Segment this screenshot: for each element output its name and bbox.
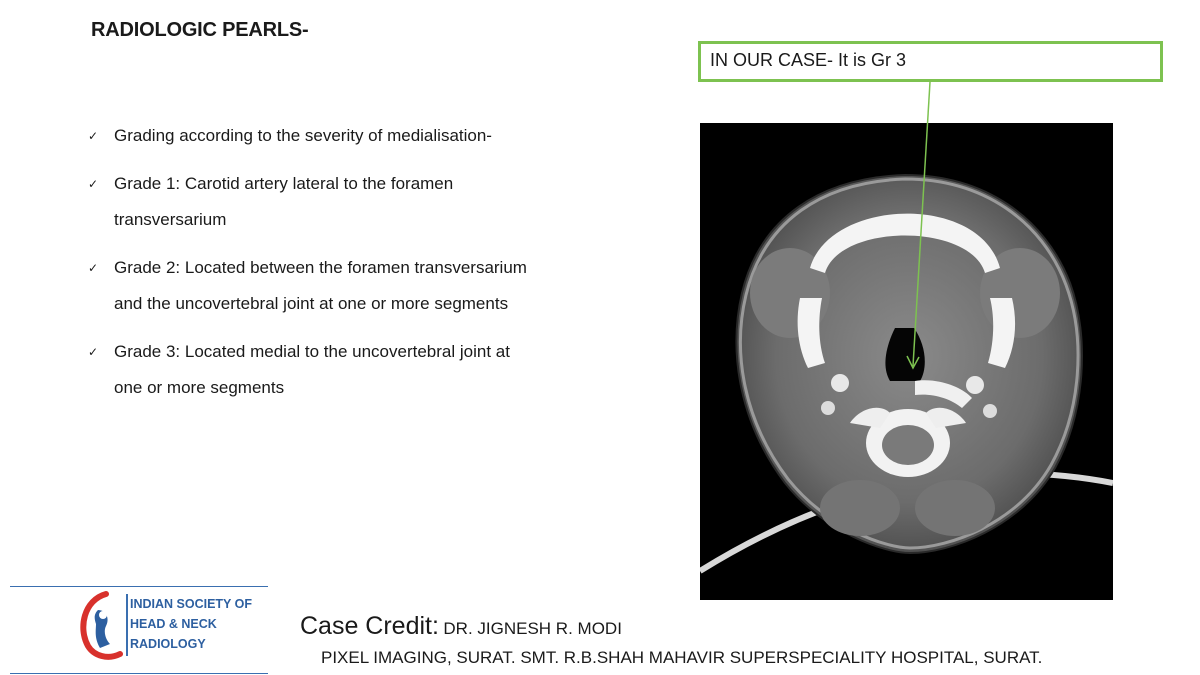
logo-rule-bottom: [10, 673, 268, 674]
logo-emblem-icon: [76, 588, 124, 668]
ct-scan-graphic: [700, 123, 1113, 600]
bullet-item: [88, 166, 608, 238]
bullet-item: [88, 334, 608, 406]
bullet-text: Grade 1: Carotid artery lateral to the foramen: [114, 174, 454, 193]
bullet-item: [88, 250, 608, 322]
society-name-line: HEAD & NECK: [130, 617, 217, 631]
credit-label: Case Credit:: [300, 612, 439, 640]
bullet-item: [88, 118, 608, 154]
bullet-text: transversarium: [114, 210, 227, 229]
bullet-text: Grade 3: Located medial to the uncovertebral joint at: [114, 342, 510, 361]
callout-box: [698, 41, 1163, 82]
bullet-text: Grading according to the severity of medialisation-: [114, 126, 492, 145]
checkmark-icon: ✓: [88, 345, 99, 359]
credit-affiliation: PIXEL IMAGING, SURAT. SMT. R.B.SHAH MAHAVIR SUPERSPECIALITY HOSPITAL, SURAT.: [321, 648, 1043, 667]
bullet-text: Grade 2: Located between the foramen transversarium: [114, 258, 527, 277]
society-name-line: RADIOLOGY: [130, 637, 206, 651]
society-name: [130, 594, 252, 654]
credit-name: DR. JIGNESH R. MODI: [443, 619, 622, 638]
bullet-list: [88, 118, 608, 406]
society-name-line: INDIAN SOCIETY OF: [130, 597, 253, 611]
case-credit: [300, 612, 622, 641]
slide-title: RADIOLOGIC PEARLS-: [91, 19, 309, 41]
bullet-text: one or more segments: [114, 378, 285, 397]
society-logo: [10, 586, 268, 674]
logo-divider: [126, 594, 128, 656]
callout-text: IN OUR CASE- It is Gr 3: [710, 50, 907, 70]
checkmark-icon: ✓: [88, 261, 99, 275]
axial-ct-neck-image: [700, 123, 1113, 600]
checkmark-icon: ✓: [88, 129, 99, 143]
checkmark-icon: ✓: [88, 177, 99, 191]
logo-rule-top: [10, 586, 268, 587]
bullet-text: and the uncovertebral joint at one or more segments: [114, 294, 509, 313]
